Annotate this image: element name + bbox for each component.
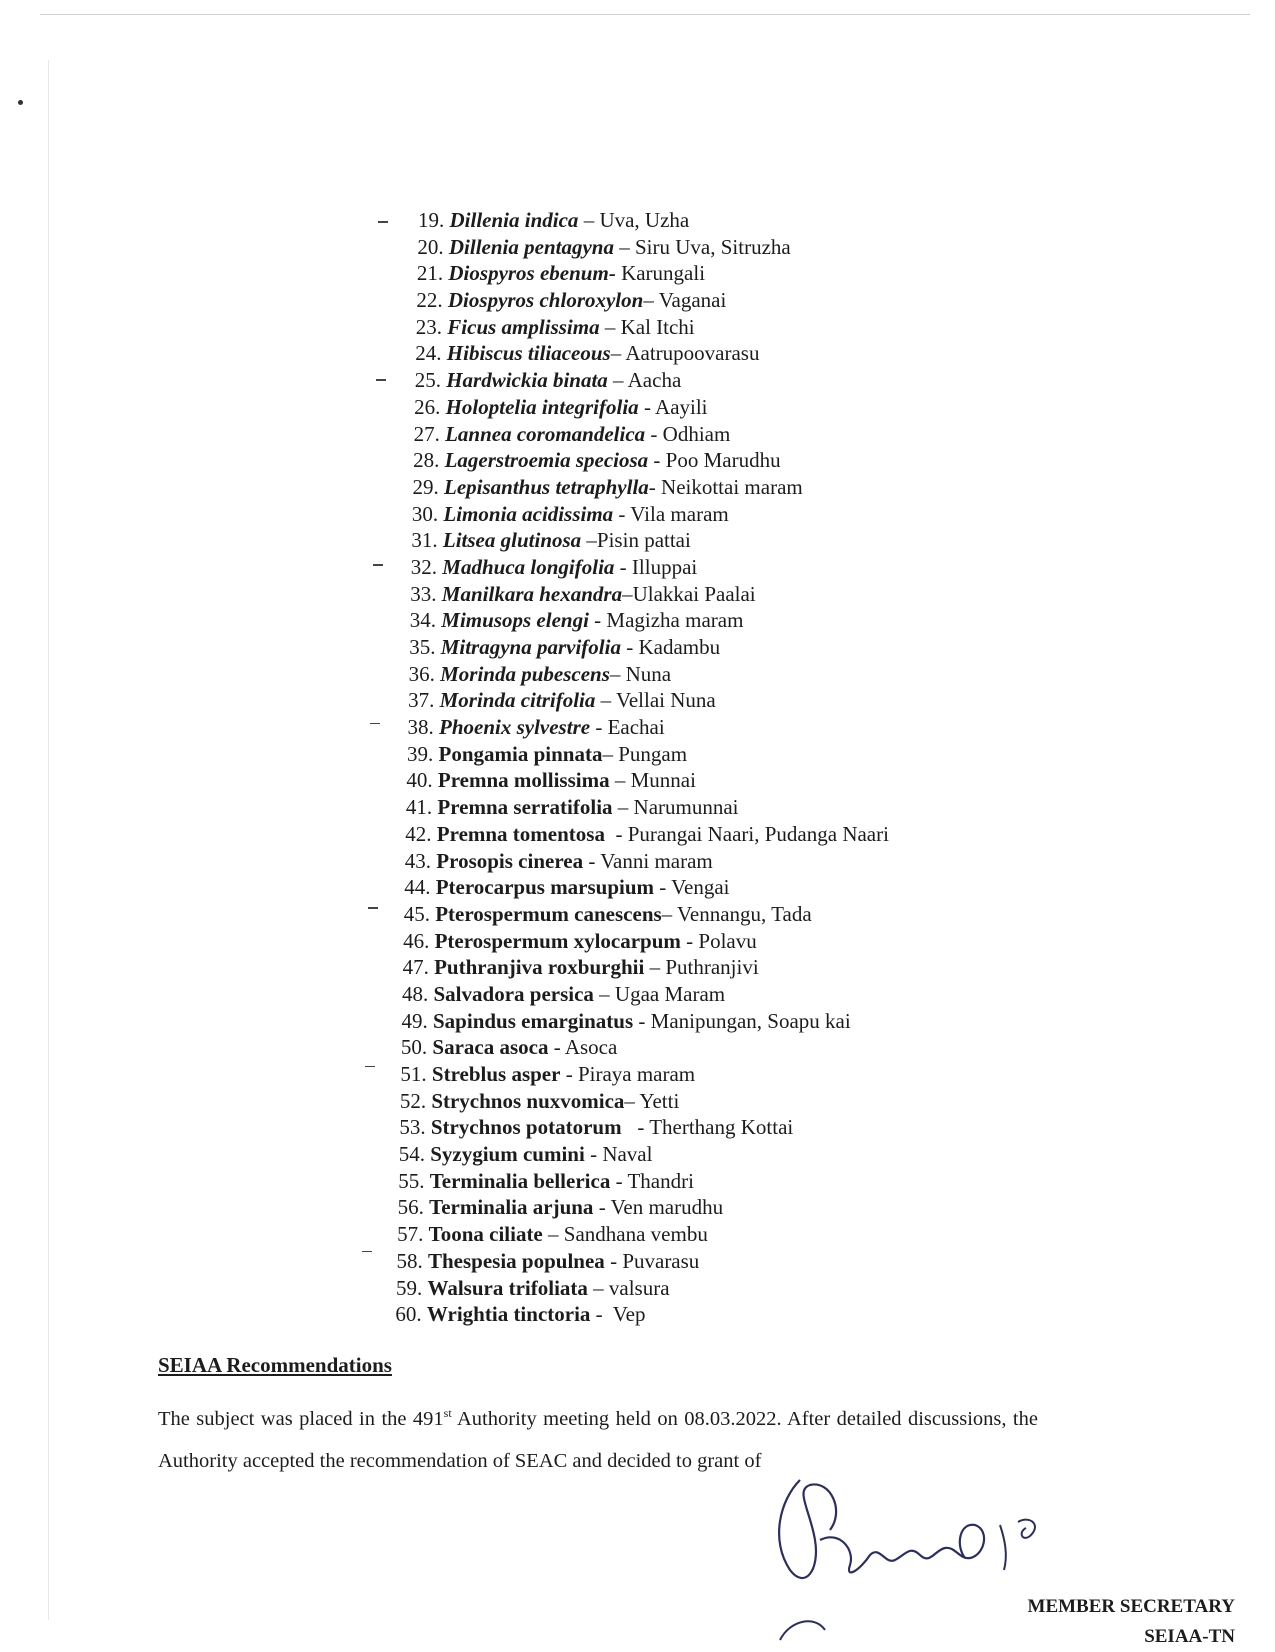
name-separator: - bbox=[680, 928, 699, 953]
species-number: 47. bbox=[402, 955, 429, 980]
name-separator: - bbox=[620, 635, 639, 659]
species-number: 54. bbox=[398, 1142, 425, 1167]
local-name: Vila maram bbox=[630, 501, 729, 526]
name-separator: – bbox=[599, 314, 621, 339]
species-number: 52. bbox=[399, 1088, 427, 1113]
scientific-name: Lepisanthus tetraphylla bbox=[444, 474, 649, 499]
species-number: 58. bbox=[396, 1248, 423, 1273]
species-number: 24. bbox=[415, 341, 442, 366]
local-name: Vengai bbox=[671, 875, 730, 900]
local-name: Yetti bbox=[639, 1088, 680, 1113]
species-number: 43. bbox=[404, 848, 432, 873]
name-separator: - bbox=[590, 1302, 613, 1327]
species-number: 32. bbox=[410, 554, 438, 579]
species-number: 60. bbox=[395, 1302, 422, 1327]
species-item bbox=[410, 581, 1020, 608]
species-number: 20. bbox=[417, 234, 444, 259]
local-name: Vennangu, Tada bbox=[677, 901, 812, 926]
name-separator: – bbox=[661, 901, 678, 926]
local-name: Kal Itchi bbox=[620, 314, 695, 339]
name-separator: – bbox=[622, 581, 633, 606]
name-separator: – bbox=[593, 981, 615, 1006]
local-name: Uva, Uzha bbox=[599, 208, 690, 232]
margin-mark bbox=[370, 723, 380, 725]
species-item bbox=[409, 661, 1020, 688]
name-separator: – bbox=[542, 1222, 564, 1247]
species-item bbox=[411, 554, 1020, 581]
local-name: Karungali bbox=[621, 261, 706, 286]
local-name: Siru Uva, Sitruzha bbox=[634, 234, 791, 259]
name-separator: - bbox=[590, 715, 608, 740]
page-left-edge bbox=[48, 60, 49, 1620]
scientific-name: Holoptelia integrifolia bbox=[445, 394, 639, 419]
margin-mark bbox=[378, 221, 388, 223]
name-separator: - bbox=[613, 501, 631, 526]
scientific-name: Syzygium cumini bbox=[430, 1142, 585, 1167]
species-number: 45. bbox=[403, 901, 430, 926]
recommendation-paragraph bbox=[158, 1392, 1038, 1482]
species-number: 51. bbox=[400, 1062, 427, 1086]
local-name: Puvarasu bbox=[622, 1248, 700, 1273]
species-item bbox=[414, 394, 1020, 421]
species-number: 25. bbox=[414, 368, 441, 393]
species-number: 34. bbox=[409, 608, 437, 633]
name-separator: – bbox=[612, 795, 634, 820]
section-heading: SEIAA Recommendations bbox=[158, 1353, 392, 1377]
signatory-title: MEMBER SECRETARY bbox=[1027, 1596, 1235, 1617]
species-number: 31. bbox=[411, 528, 438, 553]
species-item bbox=[411, 527, 1020, 554]
species-item bbox=[408, 714, 1021, 741]
species-number: 22. bbox=[416, 288, 443, 313]
species-number: 33. bbox=[410, 581, 437, 606]
local-name: Poo Marudhu bbox=[665, 448, 781, 473]
margin-mark bbox=[368, 907, 378, 909]
scientific-name: Pterospermum xylocarpum bbox=[434, 928, 681, 953]
scientific-name: Limonia acidissima bbox=[443, 501, 614, 526]
species-item bbox=[398, 1194, 1020, 1221]
scientific-name: Diospyros ebenum- bbox=[448, 261, 616, 286]
scientific-name: Terminalia arjuna bbox=[429, 1195, 594, 1220]
name-separator: - bbox=[654, 875, 672, 900]
signatory-organization: SEIAA-TN bbox=[1144, 1626, 1235, 1647]
species-item bbox=[416, 287, 1020, 314]
scientific-name: Pongamia pinnata bbox=[438, 741, 603, 766]
margin-mark bbox=[362, 1251, 372, 1253]
local-name: Ugaa Maram bbox=[614, 981, 726, 1006]
local-name: Munnai bbox=[630, 768, 696, 793]
species-item bbox=[406, 794, 1020, 821]
local-name: Ulakkai Paalai bbox=[632, 581, 756, 606]
page-top-edge bbox=[40, 14, 1250, 15]
species-number: 46. bbox=[403, 928, 430, 953]
scientific-name: Mimusops elengi bbox=[441, 608, 589, 633]
species-item bbox=[415, 340, 1020, 367]
margin-mark bbox=[365, 1066, 375, 1068]
scientific-name: Wrightia tinctoria bbox=[426, 1302, 591, 1327]
name-separator: - bbox=[548, 1035, 565, 1060]
species-number: 41. bbox=[405, 795, 433, 820]
species-item bbox=[413, 447, 1020, 474]
scientific-name: Dillenia indica bbox=[449, 208, 579, 232]
species-item bbox=[400, 1088, 1020, 1115]
paragraph-text-2: Authority meeting held on 08.03.2022. After detailed discussions, the Authority accepted the recommendation of SEAC and decided to grant of bbox=[158, 1407, 1038, 1472]
scientific-name: Pterocarpus marsupium bbox=[435, 875, 655, 900]
scientific-name: Puthranjiva roxburghii bbox=[434, 955, 645, 980]
scientific-name: Litsea glutinosa bbox=[442, 528, 582, 553]
species-item bbox=[416, 314, 1020, 341]
name-separator: - bbox=[633, 1008, 651, 1033]
species-number: 50. bbox=[400, 1035, 428, 1060]
species-item bbox=[400, 1061, 1020, 1088]
name-separator: - bbox=[648, 448, 666, 473]
local-name: Manipungan, Soapu kai bbox=[650, 1008, 851, 1033]
local-name: Eachai bbox=[607, 715, 665, 740]
scientific-name: Premna mollissima bbox=[437, 768, 610, 793]
scientific-name: Lagerstroemia speciosa bbox=[444, 448, 649, 473]
margin-mark bbox=[373, 564, 383, 566]
name-separator: - bbox=[604, 1248, 623, 1273]
scientific-name: Madhuca longifolia bbox=[442, 554, 615, 579]
local-name: Purangai Naari, Pudanga Naari bbox=[627, 821, 889, 846]
scientific-name: Hardwickia binata bbox=[446, 368, 608, 393]
local-name: Puthranjivi bbox=[665, 955, 759, 980]
species-item bbox=[397, 1221, 1020, 1248]
species-number: 56. bbox=[397, 1195, 424, 1220]
name-separator: – bbox=[595, 688, 616, 713]
species-number: 42. bbox=[405, 821, 432, 846]
scientific-name: Phoenix sylvestre bbox=[439, 715, 591, 740]
name-separator: – bbox=[624, 1088, 640, 1113]
species-number: 55. bbox=[398, 1168, 425, 1193]
scientific-name: Strychnos potatorum bbox=[430, 1115, 622, 1140]
species-number: 39. bbox=[407, 741, 434, 766]
name-separator: – bbox=[609, 768, 631, 793]
scientific-name: Diospyros chloroxylon bbox=[447, 288, 644, 313]
scan-speck bbox=[18, 100, 23, 105]
local-name: Pungam bbox=[618, 741, 688, 766]
margin-mark bbox=[376, 379, 386, 381]
species-item bbox=[398, 1168, 1020, 1195]
name-separator: - bbox=[638, 394, 656, 419]
species-number: 48. bbox=[402, 981, 429, 1006]
scientific-name: Walsura trifoliata bbox=[427, 1275, 588, 1300]
local-name: Thandri bbox=[627, 1168, 694, 1193]
species-number: 59. bbox=[396, 1275, 423, 1300]
local-name: Vep bbox=[612, 1302, 646, 1327]
name-separator: - bbox=[614, 554, 632, 579]
name-separator: – bbox=[587, 1275, 609, 1300]
local-name: Aacha bbox=[627, 368, 682, 393]
local-name: Narumunnai bbox=[633, 795, 739, 820]
local-name: Sandhana vembu bbox=[563, 1222, 708, 1247]
species-item bbox=[403, 954, 1020, 981]
species-number: 21. bbox=[416, 261, 444, 286]
scientific-name: Toona ciliate bbox=[428, 1222, 543, 1247]
name-separator: - bbox=[584, 1142, 603, 1167]
name-separator: – bbox=[581, 528, 597, 553]
species-number: 35. bbox=[409, 635, 436, 659]
name-separator: – bbox=[578, 208, 600, 232]
local-name: Naval bbox=[602, 1142, 653, 1167]
species-item bbox=[403, 928, 1020, 955]
name-separator: – bbox=[610, 341, 626, 366]
name-separator: – bbox=[644, 955, 666, 980]
species-item bbox=[407, 741, 1020, 768]
signatory-block bbox=[1028, 1592, 1235, 1652]
local-name: Polavu bbox=[698, 928, 757, 953]
species-number: 26. bbox=[414, 394, 441, 419]
scientific-name: Morinda citrifolia bbox=[439, 688, 596, 713]
scientific-name: Salvadora persica bbox=[433, 981, 594, 1006]
local-name: Nuna bbox=[625, 661, 672, 686]
local-name: Magizha maram bbox=[606, 608, 744, 633]
name-separator: – bbox=[643, 288, 659, 313]
species-item bbox=[410, 607, 1020, 634]
species-item bbox=[412, 501, 1020, 528]
species-number: 40. bbox=[406, 768, 433, 793]
scientific-name: Ficus amplissima bbox=[447, 314, 600, 339]
species-item bbox=[417, 260, 1020, 287]
name-separator: – bbox=[609, 661, 626, 686]
species-item bbox=[406, 767, 1020, 794]
scientific-name: Premna tomentosa bbox=[436, 821, 605, 846]
scientific-name: Premna serratifolia bbox=[437, 795, 613, 820]
scientific-name: Morinda pubescens bbox=[440, 661, 610, 686]
species-item bbox=[396, 1275, 1020, 1302]
scientific-name: Streblus asper bbox=[431, 1062, 561, 1086]
scientific-name: Lannea coromandelica bbox=[445, 421, 646, 446]
local-name: Ven marudhu bbox=[610, 1195, 724, 1220]
species-item bbox=[401, 1034, 1020, 1061]
local-name: Pisin pattai bbox=[596, 528, 691, 553]
scientific-name: Mitragyna parvifolia bbox=[440, 635, 621, 659]
species-item bbox=[399, 1114, 1020, 1141]
name-separator: - bbox=[604, 821, 628, 846]
scientific-name: Manilkara hexandra bbox=[441, 581, 623, 606]
species-number: 28. bbox=[413, 448, 440, 473]
species-item bbox=[414, 421, 1020, 448]
local-name: Neikottai maram bbox=[661, 474, 803, 499]
name-separator: - bbox=[588, 608, 607, 633]
species-number: 38. bbox=[407, 715, 434, 740]
local-name: Therthang Kottai bbox=[649, 1115, 794, 1140]
scientific-name: Strychnos nuxvomica bbox=[431, 1088, 625, 1113]
species-item bbox=[405, 848, 1020, 875]
species-item bbox=[418, 207, 1020, 234]
local-name: Asoca bbox=[564, 1035, 618, 1060]
name-separator: - bbox=[593, 1195, 611, 1220]
name-separator: - bbox=[648, 474, 662, 499]
scientific-name: Saraca asoca bbox=[432, 1035, 549, 1060]
scientific-name: Sapindus emarginatus bbox=[433, 1008, 634, 1033]
name-separator: – bbox=[613, 234, 635, 259]
local-name: Aayili bbox=[655, 394, 708, 419]
local-name: Vellai Nuna bbox=[616, 688, 716, 713]
local-name: Vaganai bbox=[658, 288, 727, 313]
name-separator: - bbox=[610, 1168, 628, 1193]
species-item bbox=[408, 687, 1020, 714]
name-separator: – bbox=[607, 368, 628, 393]
local-name: Kadambu bbox=[638, 635, 721, 659]
local-name: valsura bbox=[608, 1275, 670, 1300]
species-number: 29. bbox=[412, 474, 439, 499]
species-item bbox=[404, 901, 1020, 928]
local-name: Odhiam bbox=[662, 421, 731, 446]
name-separator: - bbox=[621, 1115, 650, 1140]
scientific-name: Thespesia populnea bbox=[428, 1248, 605, 1273]
scientific-name: Prosopis cinerea bbox=[436, 848, 584, 873]
species-number: 27. bbox=[413, 421, 440, 446]
species-item bbox=[395, 1301, 1020, 1328]
scientific-name: Dillenia pentagyna bbox=[448, 234, 614, 259]
species-list bbox=[395, 207, 1020, 1328]
local-name: Aatrupoovarasu bbox=[625, 341, 760, 366]
species-number: 19. bbox=[418, 208, 445, 232]
species-number: 49. bbox=[401, 1008, 428, 1033]
scientific-name: Pterospermum canescens bbox=[435, 901, 662, 926]
local-name: Illuppai bbox=[631, 554, 698, 579]
paragraph-text-1: The subject was placed in the 491 bbox=[158, 1407, 444, 1430]
local-name: Vanni maram bbox=[600, 848, 713, 873]
species-item bbox=[409, 634, 1020, 661]
species-number: 57. bbox=[397, 1222, 424, 1247]
name-separator: – bbox=[602, 741, 619, 766]
name-separator: - bbox=[560, 1062, 578, 1086]
paragraph-ordinal: st bbox=[443, 1406, 452, 1420]
species-item bbox=[399, 1141, 1020, 1168]
species-item bbox=[404, 874, 1020, 901]
species-item bbox=[402, 1008, 1021, 1035]
species-number: 37. bbox=[408, 688, 435, 713]
local-name: Piraya maram bbox=[577, 1062, 696, 1086]
species-number: 44. bbox=[404, 875, 431, 900]
species-item bbox=[397, 1248, 1021, 1275]
species-number: 53. bbox=[399, 1115, 426, 1140]
species-number: 23. bbox=[415, 314, 443, 339]
name-separator: - bbox=[583, 848, 601, 873]
species-number: 36. bbox=[408, 661, 435, 686]
species-number: 30. bbox=[411, 501, 439, 526]
species-item bbox=[415, 367, 1020, 394]
species-item bbox=[417, 234, 1020, 261]
name-separator: - bbox=[645, 421, 663, 446]
scientific-name: Hibiscus tiliaceous bbox=[446, 341, 611, 366]
species-item bbox=[405, 821, 1020, 848]
scientific-name: Terminalia bellerica bbox=[429, 1168, 611, 1193]
species-item bbox=[402, 981, 1020, 1008]
species-item bbox=[413, 474, 1021, 501]
